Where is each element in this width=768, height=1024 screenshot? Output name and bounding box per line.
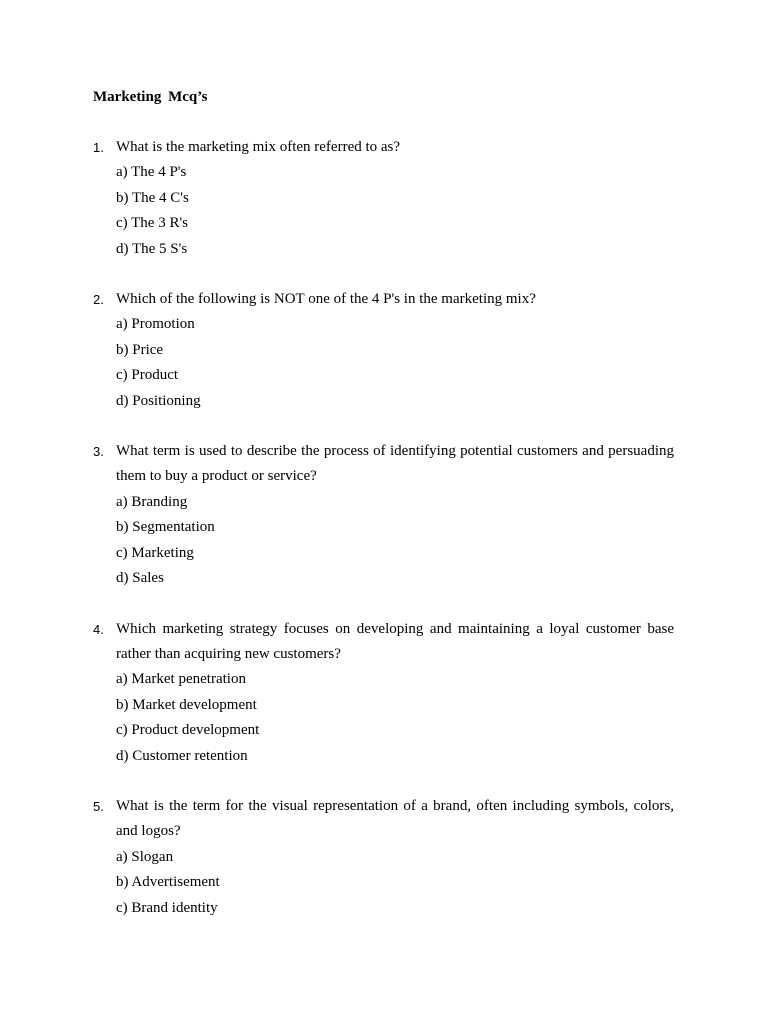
- question-stem-row: [93, 135, 674, 160]
- question-text: What term is used to describe the process of identifying potential customers and persuading them to buy a product or service?: [116, 443, 674, 485]
- question-number: 1.: [93, 140, 104, 155]
- answer-option: d) Customer retention: [116, 747, 248, 764]
- question-list: [93, 135, 674, 946]
- answer-options: [93, 160, 674, 262]
- question-stem-row: [93, 794, 674, 845]
- question-3: [93, 439, 674, 591]
- answer-option: c) The 3 R's: [116, 215, 188, 232]
- answer-option: b) Price: [116, 341, 164, 358]
- answer-option: b) Advertisement: [116, 874, 220, 891]
- answer-option: a) Promotion: [116, 316, 195, 333]
- question-1: [93, 135, 674, 262]
- answer-option: b) Market development: [116, 696, 257, 713]
- question-stem-row: [93, 439, 674, 490]
- question-2: [93, 287, 674, 414]
- answer-option: c) Product: [116, 367, 179, 384]
- answer-options: [93, 490, 674, 592]
- answer-option: a) The 4 P's: [116, 164, 187, 181]
- question-number: 5.: [93, 798, 104, 814]
- answer-option: a) Market penetration: [116, 671, 246, 688]
- answer-options: [93, 667, 674, 769]
- answer-option: c) Marketing: [116, 544, 194, 561]
- answer-options: [93, 845, 674, 921]
- answer-option: a) Branding: [116, 493, 188, 510]
- answer-option: c) Product development: [116, 722, 260, 739]
- question-text: What is the term for the visual representation of a brand, often including symbols, colors, and logos?: [116, 797, 674, 840]
- answer-option: b) Segmentation: [116, 519, 215, 536]
- document-title: Marketing Mcq’s: [93, 89, 208, 105]
- answer-option: d) The 5 S's: [116, 240, 188, 257]
- question-text: Which marketing strategy focuses on developing and maintaining a loyal customer base rather than acquiring new customers?: [116, 620, 674, 662]
- question-stem-row: [93, 287, 674, 312]
- answer-option: c) Brand identity: [116, 899, 218, 916]
- question-text: What is the marketing mix often referred to as?: [116, 139, 401, 155]
- answer-option: d) Sales: [116, 570, 164, 587]
- answer-option: b) The 4 C's: [116, 189, 189, 206]
- question-text: Which of the following is NOT one of the 4 P's in the marketing mix?: [116, 291, 536, 308]
- question-4: [93, 617, 674, 769]
- question-5: [93, 794, 674, 921]
- question-number: 3.: [93, 444, 104, 460]
- question-number: 2.: [93, 292, 104, 308]
- answer-option: a) Slogan: [116, 848, 174, 865]
- answer-option: d) Positioning: [116, 392, 201, 409]
- answer-options: [93, 312, 674, 414]
- question-stem-row: [93, 617, 674, 668]
- question-number: 4.: [93, 621, 104, 637]
